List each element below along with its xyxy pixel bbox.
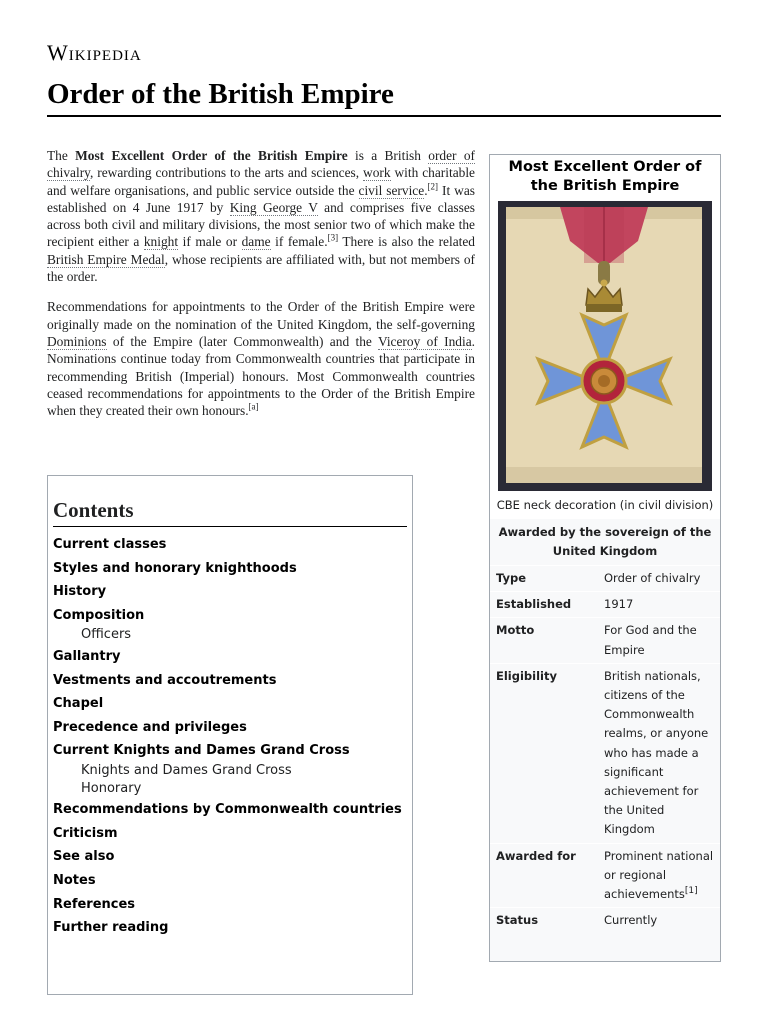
article-subject-bold: Most Excellent Order of the British Empire: [75, 148, 348, 163]
toc-item: [53, 580, 407, 604]
reference-3[interactable]: [3]: [327, 233, 339, 244]
toc-item: [53, 869, 407, 893]
reference-note-a[interactable]: [a]: [248, 401, 259, 412]
cbe-medal-image[interactable]: [498, 201, 712, 491]
infobox-row: [490, 843, 720, 908]
toc-link[interactable]: Current Knights and Dames Grand Cross: [53, 743, 350, 759]
infobox-image-frame: [490, 200, 720, 495]
second-paragraph: Recommendations for appointments to the Order of the British Empire were originally made on the nomination of the United Kingdom, the self-governing Dominions of the Empire (later Commonwealth) and the Viceroy of India. Nominations continue today from Commonwealth countries that participate in recommending British (Imperial) honours. Most Commonwealth countries ceased recommendations for appointments to the Order of the British Empire when they created their own honours.[a]: [47, 299, 476, 419]
infobox-value-text: British nationals, citizens of the Commonwealth realms, or anyone who has made a significant achievement for the United Kingdom: [604, 668, 709, 837]
infobox-value-text: 1917: [604, 597, 634, 612]
infobox-row: [490, 565, 720, 591]
infobox-title: Most Excellent Order of the British Empire: [490, 155, 720, 200]
table-of-contents: [47, 475, 413, 995]
link-knight[interactable]: knight: [143, 234, 179, 250]
toc-link[interactable]: Precedence and privileges: [53, 719, 247, 735]
toc-title: Contents: [53, 498, 407, 527]
link-king-george-v[interactable]: King George V: [229, 199, 318, 215]
toc-link[interactable]: Composition: [53, 607, 145, 623]
intro-paragraph: The Most Excellent Order of the British Empire is a British order of chivalry, rewarding contributions to the arts and sciences, work with charitable and welfare organisations, and public service outside the civil service.[2] It was established on 4 June 1917 by King George V and comprises five classes across both civil and military divisions, the most senior two of which make the recipient either a knight if male or dame if female.[3] There is also the related British Empire Medal, whose recipients are affiliated with, but not members of the order.: [47, 148, 476, 285]
infobox-label: Status: [490, 908, 598, 933]
infobox-row: [490, 591, 720, 617]
toc-sublink[interactable]: Officers: [81, 627, 132, 643]
infobox-label: Awarded for: [490, 844, 598, 908]
toc-link[interactable]: History: [53, 584, 107, 600]
link-british-empire-medal[interactable]: British Empire Medal: [47, 251, 165, 267]
infobox-value-text: Prominent national or regional achievements: [604, 848, 714, 902]
infobox-row: [490, 617, 720, 662]
toc-item: [53, 533, 407, 557]
infobox-value: [598, 618, 720, 662]
toc-item: [53, 822, 407, 846]
toc-link[interactable]: Recommendations by Commonwealth countries: [53, 802, 402, 818]
infobox-caption: CBE neck decoration (in civil division): [490, 495, 720, 518]
infobox-reference[interactable]: [1]: [684, 886, 698, 897]
toc-link[interactable]: Notes: [53, 872, 96, 888]
toc-item: [53, 557, 407, 581]
link-order-of-chivalry[interactable]: order of chivalry: [47, 148, 475, 181]
toc-item: [53, 604, 407, 645]
wikipedia-wordmark[interactable]: Wikipedia: [47, 40, 142, 65]
toc-item: [53, 798, 407, 822]
article-body: [47, 147, 475, 432]
infobox-value: [598, 592, 720, 617]
infobox-value: [598, 664, 720, 843]
toc-item: [53, 716, 407, 740]
infobox-row: [490, 907, 720, 933]
toc-item: [53, 692, 407, 716]
infobox-label: Established: [490, 592, 598, 617]
infobox-value: [598, 566, 720, 591]
toc-sublink[interactable]: Honorary: [81, 780, 142, 796]
toc-list: [53, 533, 407, 940]
infobox-awarded-by[interactable]: Awarded by the sovereign of the United Kingdom: [490, 518, 720, 565]
link-dominions[interactable]: Dominions: [47, 333, 107, 349]
infobox: [489, 154, 721, 962]
toc-link[interactable]: Current classes: [53, 537, 167, 552]
toc-link[interactable]: Vestments and accoutrements: [53, 672, 277, 688]
infobox-rows: [490, 565, 720, 933]
toc-link[interactable]: See also: [53, 849, 115, 865]
toc-link[interactable]: Gallantry: [53, 648, 121, 664]
toc-item: [53, 669, 407, 693]
toc-item: [53, 893, 407, 917]
page-title: Order of the British Empire: [47, 78, 721, 117]
toc-sublink[interactable]: Knights and Dames Grand Cross: [81, 762, 292, 778]
toc-item: [53, 645, 407, 669]
infobox-value: [598, 844, 720, 908]
toc-link[interactable]: Further reading: [53, 920, 169, 936]
infobox-value-text: For God and the Empire: [604, 623, 697, 657]
toc-item: [53, 845, 407, 869]
infobox-value-text: Order of chivalry: [604, 571, 701, 585]
reference-2[interactable]: [2]: [427, 181, 439, 192]
infobox-value-text: Currently: [604, 913, 658, 928]
case-bottom-edge: [506, 467, 702, 483]
infobox-label: Eligibility: [490, 664, 598, 843]
toc-link[interactable]: Criticism: [53, 825, 118, 841]
infobox-row: [490, 663, 720, 843]
toc-link[interactable]: References: [53, 896, 136, 912]
infobox-value: [598, 908, 720, 933]
toc-item: [53, 916, 407, 940]
link-viceroy-of-india[interactable]: Viceroy of India: [377, 333, 472, 349]
link-dame[interactable]: dame: [241, 234, 271, 250]
toc-link[interactable]: Styles and honorary knighthoods: [53, 560, 297, 576]
infobox-label: Type: [490, 566, 598, 591]
infobox-label: Motto: [490, 618, 598, 662]
toc-link[interactable]: Chapel: [53, 696, 104, 712]
link-work[interactable]: work: [363, 165, 391, 181]
link-civil-service[interactable]: civil service: [358, 182, 425, 198]
toc-item: [53, 739, 407, 798]
